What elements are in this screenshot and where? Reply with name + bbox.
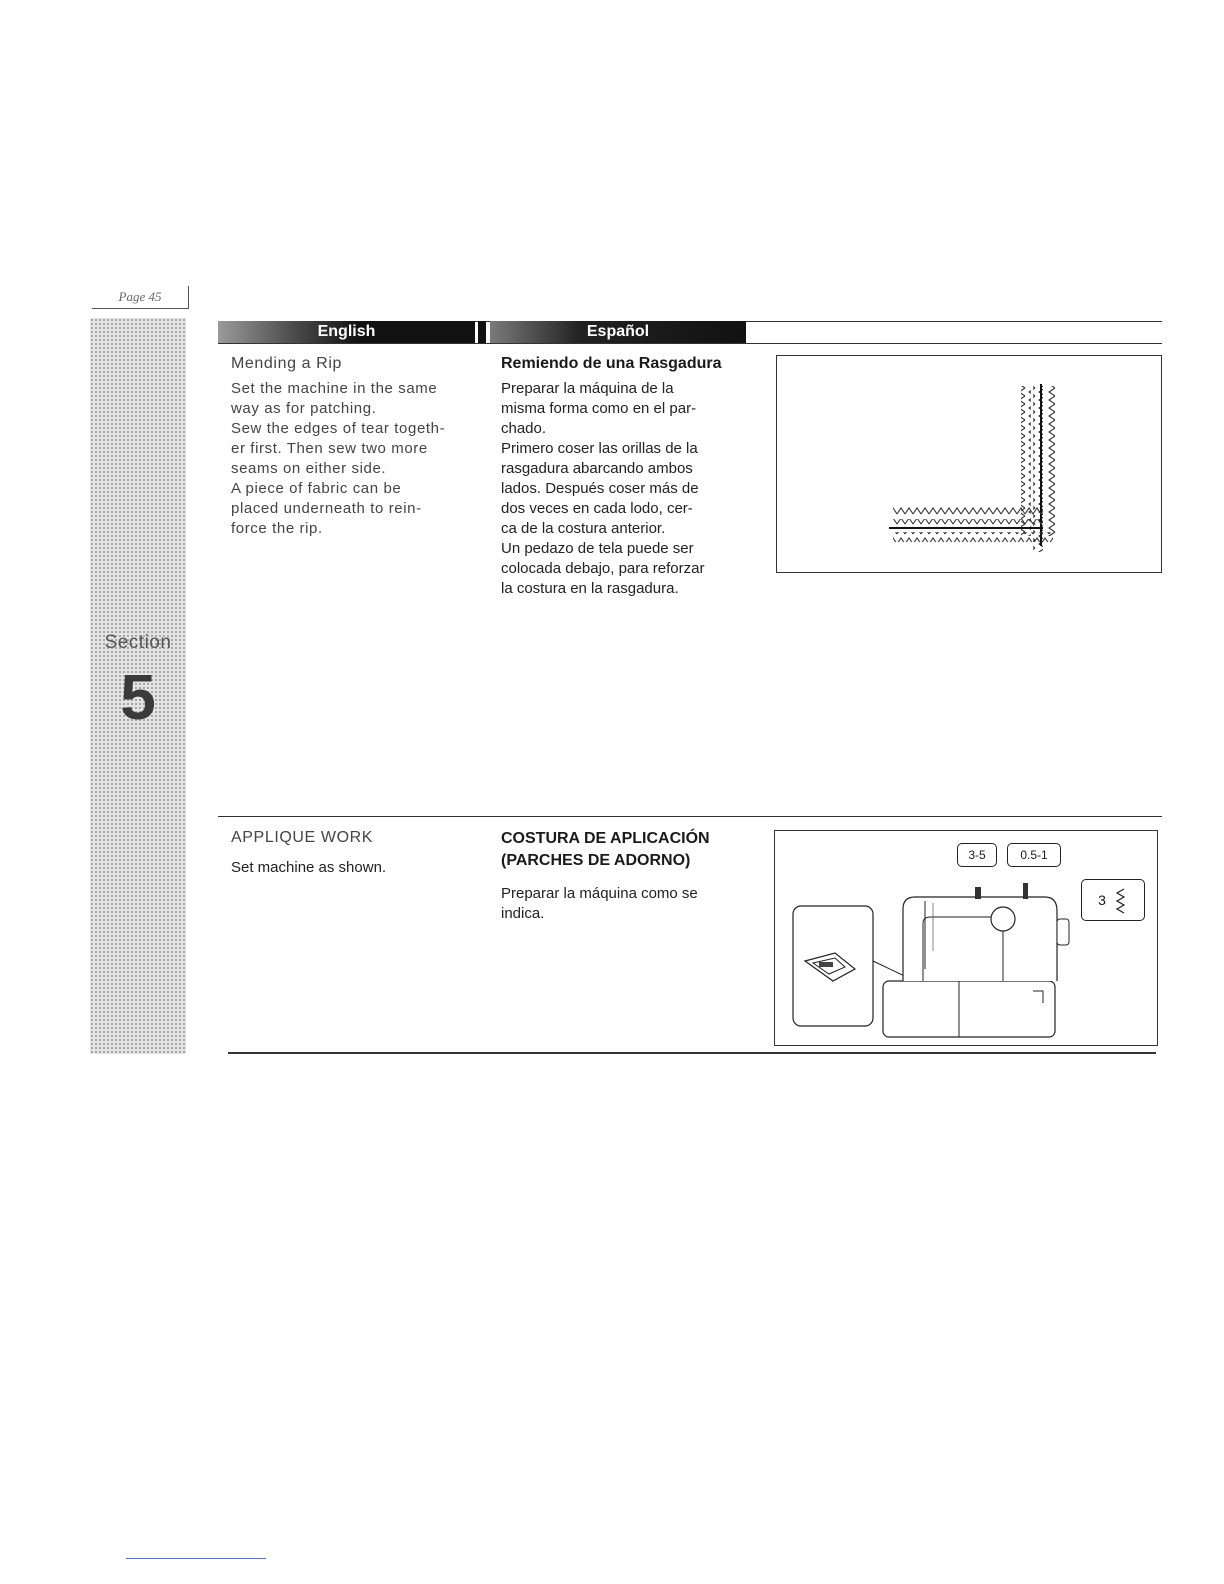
scan-artifact-line (126, 1558, 266, 1559)
mending-title-es: Remiendo de una Rasgadura (501, 355, 722, 372)
mending-body-es: Preparar la máquina de la misma forma como en el par- chado. Primero coser las orillas de la rasgadura abarcando ambos lados. Después coser más de dos veces en cada lodo, cer- ca de la costura anterior. Un pedazo de tela puede ser colocada debajo, para reforzar la costura en la rasgadura. (501, 380, 705, 597)
sewing-machine-icon (883, 883, 1069, 1037)
english-header: English (218, 321, 475, 343)
applique-body-es: Preparar la máquina como se indica. (501, 885, 698, 922)
rip-stitch-diagram (777, 356, 1161, 572)
mending-title-en: Mending a Rip (231, 355, 342, 372)
stitch-pattern-number: 3 (1098, 892, 1106, 908)
mending-body-en: Set the machine in the same way as for patching. Sew the edges of tear togeth- er first. Then sew two more seams on either side. A piece of fabric can be placed underneath to rein- force the rip. (231, 380, 446, 537)
spanish-header: Español (490, 321, 746, 343)
horizontal-zigzag-top (893, 506, 1043, 516)
stitch-pattern-tag (1081, 879, 1145, 921)
header-divider-mark (478, 321, 486, 343)
section-number: 5 (120, 661, 156, 733)
vertical-zigzag-right (1045, 386, 1055, 536)
section-divider-rule (218, 816, 1162, 817)
applique-title-en: APPLIQUE WORK (231, 829, 374, 846)
header-bottom-rule (218, 343, 1162, 344)
applique-illustration (774, 830, 1158, 1046)
zigzag-stitch-icon (1114, 888, 1128, 914)
stitch-length-tag: 3-5 (957, 843, 997, 867)
bottom-rule (228, 1052, 1156, 1054)
mending-illustration (776, 355, 1162, 573)
applique-body-en: Set machine as shown. (231, 859, 387, 876)
page-number-tag: Page 45 (92, 286, 189, 309)
section-label: Section (104, 632, 172, 653)
horizontal-zigzag-bottom (893, 532, 1053, 542)
pattern-dial-icon (991, 907, 1015, 931)
stitch-width-tag: 0.5-1 (1007, 843, 1061, 867)
applique-title-es: COSTURA DE APLICACIÓN (PARCHES DE ADORNO) (501, 830, 710, 869)
